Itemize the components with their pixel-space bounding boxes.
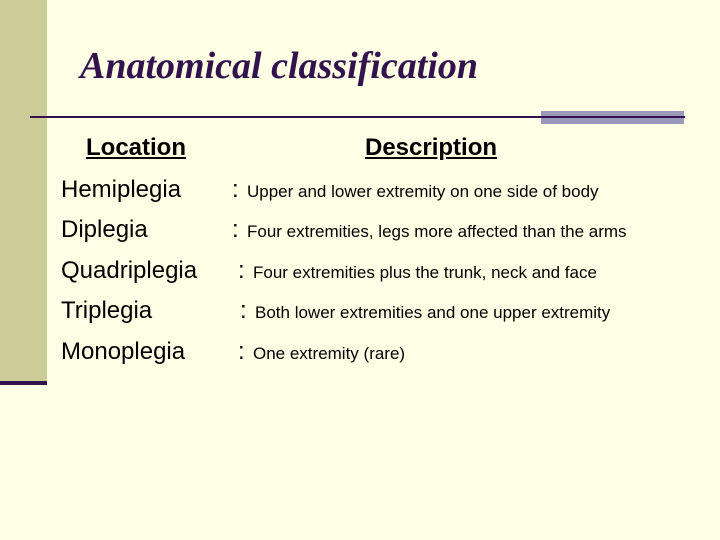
location-term: Triplegia: [61, 297, 153, 324]
sidebar-base-line: [0, 381, 47, 385]
location-term: Monoplegia: [61, 338, 186, 365]
location-description: Four extremities plus the trunk, neck and face: [253, 263, 597, 282]
separator: :: [238, 338, 245, 365]
location-term: Diplegia: [61, 216, 148, 243]
header-description: Description: [365, 134, 498, 161]
separator: :: [240, 297, 247, 324]
header-location: Location: [86, 134, 186, 161]
separator: :: [232, 216, 239, 243]
location-term: Hemiplegia: [61, 176, 182, 203]
separator: :: [238, 257, 245, 284]
sidebar-decoration: [0, 0, 47, 383]
location-description: Four extremities, legs more affected than the arms: [247, 222, 627, 241]
separator: :: [232, 176, 239, 203]
location-term: Quadriplegia: [61, 257, 198, 284]
location-description: Both lower extremities and one upper extremity: [255, 303, 611, 322]
title-divider-accent: [541, 111, 684, 124]
location-description: One extremity (rare): [253, 344, 406, 363]
slide-title: Anatomical classification: [80, 45, 478, 87]
location-description: Upper and lower extremity on one side of body: [247, 182, 599, 201]
